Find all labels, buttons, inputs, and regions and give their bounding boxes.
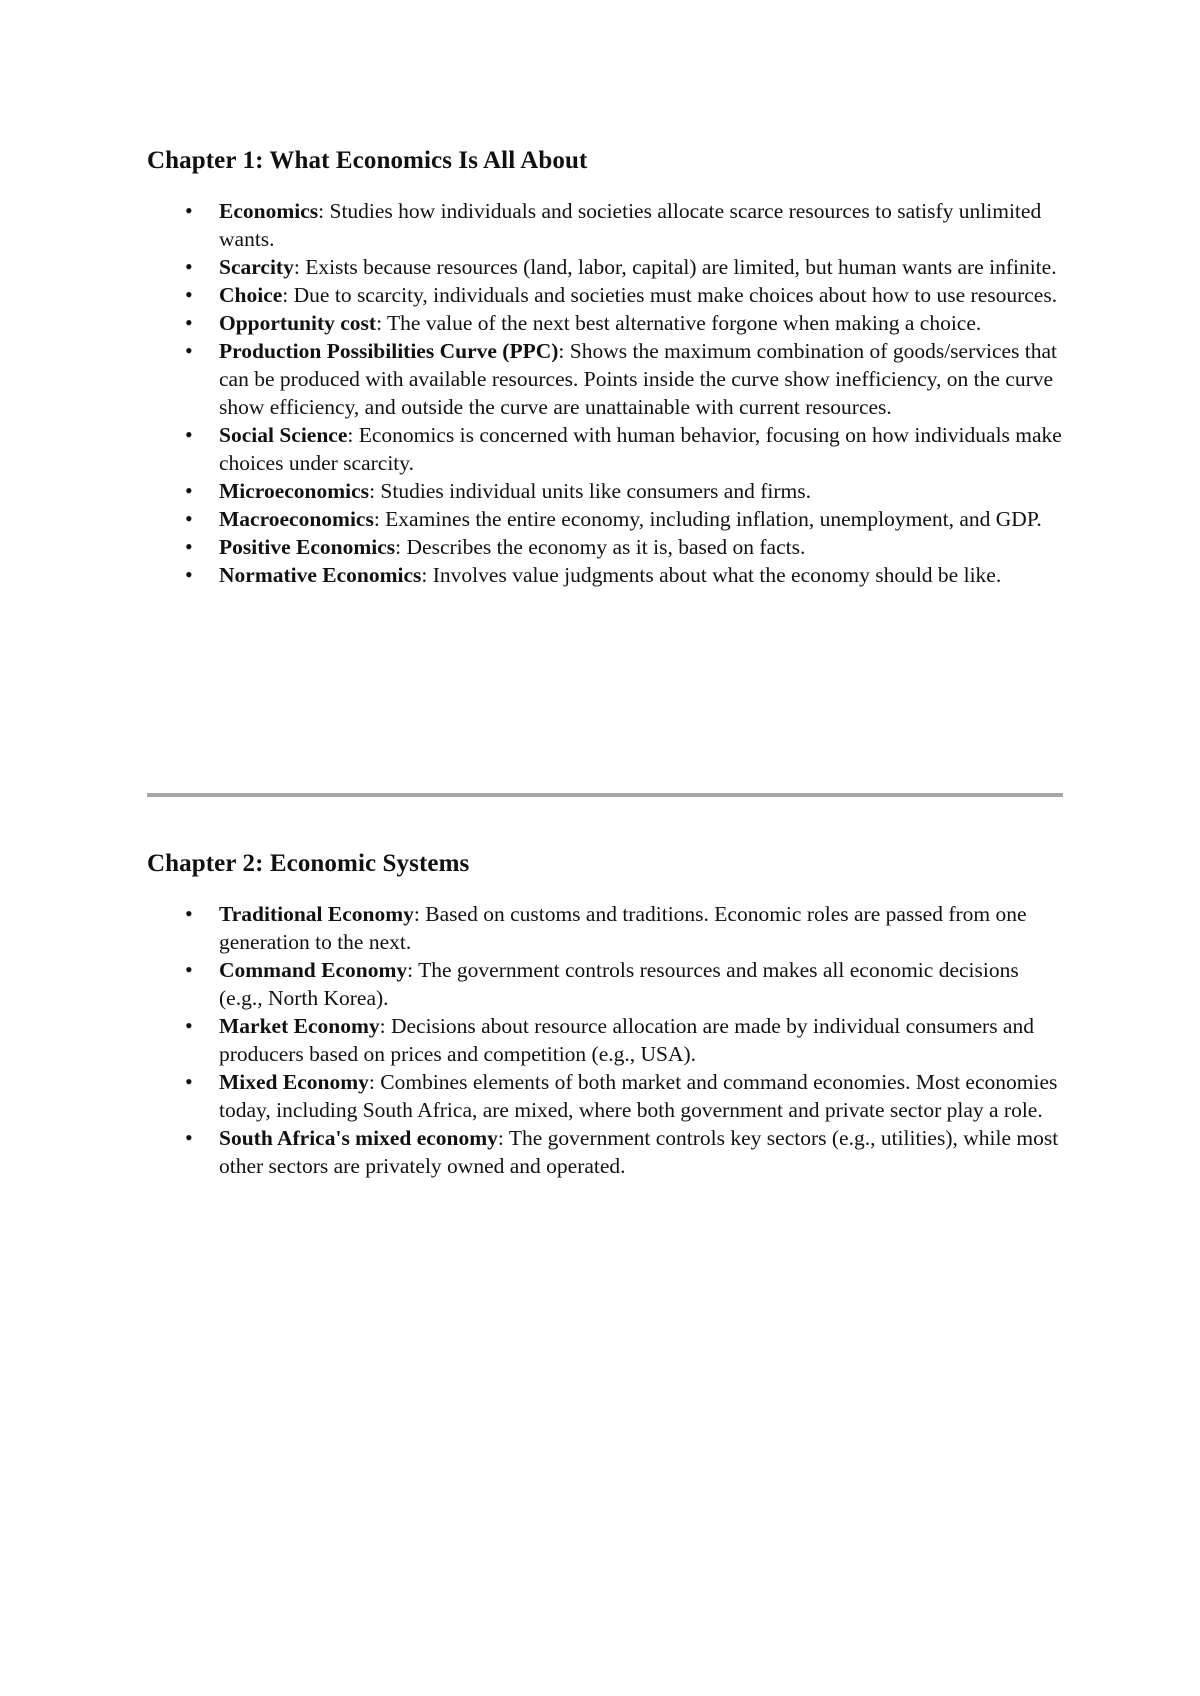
chapter-2-section [147, 848, 1067, 1180]
definition: : Economics is concerned with human behavior, focusing on how individuals make choices under scarcity. [219, 423, 1062, 475]
definition: : The value of the next best alternative forgone when making a choice. [376, 311, 982, 335]
term: Command Economy [219, 958, 408, 982]
chapter-1-list [147, 197, 1067, 589]
term: Positive Economics [219, 535, 396, 559]
term: Choice [219, 283, 283, 307]
definition: : Based on customs and traditions. Economic roles are passed from one generation to the next. [219, 902, 1027, 954]
term: Market Economy [219, 1014, 380, 1038]
term: Production Possibilities Curve (PPC) [219, 339, 559, 363]
definition: : Exists because resources (land, labor, capital) are limited, but human wants are infinite. [293, 255, 1057, 279]
term: Mixed Economy [219, 1070, 369, 1094]
list-item [147, 900, 1067, 956]
term: Traditional Economy [219, 902, 414, 926]
term: Social Science [219, 423, 348, 447]
definition: : Involves value judgments about what the economy should be like. [421, 563, 1002, 587]
definition: : Shows the maximum combination of goods/services that can be produced with available resources. Points inside the curve show inefficiency, on the curve show efficiency, and outside the curve are unattainable with current resources. [219, 339, 1058, 419]
list-item [147, 281, 1067, 309]
chapter-2-list [147, 900, 1067, 1180]
list-item [147, 533, 1067, 561]
term: Microeconomics [219, 479, 370, 503]
chapter-1-section [147, 145, 1067, 589]
definition: : Decisions about resource allocation are made by individual consumers and producers based on prices and competition (e.g., USA). [219, 1014, 1034, 1066]
list-item [147, 956, 1067, 1012]
term: Opportunity cost [219, 311, 377, 335]
list-item [147, 309, 1067, 337]
chapter-1-title: Chapter 1: What Economics Is All About [147, 147, 588, 174]
list-item [147, 505, 1067, 533]
definition: : Studies how individuals and societies allocate scarce resources to satisfy unlimited wants. [219, 199, 1042, 251]
horizontal-divider [147, 793, 1063, 797]
term: South Africa's mixed economy [219, 1126, 498, 1150]
definition: : Combines elements of both market and command economies. Most economies today, including South Africa, are mixed, where both government and private sector play a role. [219, 1070, 1058, 1122]
chapter-2-title: Chapter 2: Economic Systems [147, 850, 470, 877]
term: Macroeconomics [219, 507, 374, 531]
list-item [147, 421, 1067, 477]
term: Normative Economics [219, 563, 422, 587]
list-item [147, 1068, 1067, 1124]
list-item [147, 253, 1067, 281]
list-item [147, 1012, 1067, 1068]
definition: : Examines the entire economy, including inflation, unemployment, and GDP. [373, 507, 1042, 531]
list-item [147, 477, 1067, 505]
list-item [147, 561, 1067, 589]
list-item [147, 197, 1067, 253]
term: Scarcity [219, 255, 294, 279]
definition: : The government controls resources and makes all economic decisions (e.g., North Korea). [219, 958, 1019, 1010]
definition: : The government controls key sectors (e.g., utilities), while most other sectors are privately owned and operated. [219, 1126, 1059, 1178]
list-item [147, 337, 1067, 421]
definition: : Due to scarcity, individuals and societies must make choices about how to use resources. [282, 283, 1058, 307]
term: Economics [219, 199, 319, 223]
definition: : Describes the economy as it is, based on facts. [395, 535, 806, 559]
list-item [147, 1124, 1067, 1180]
definition: : Studies individual units like consumers and firms. [369, 479, 811, 503]
